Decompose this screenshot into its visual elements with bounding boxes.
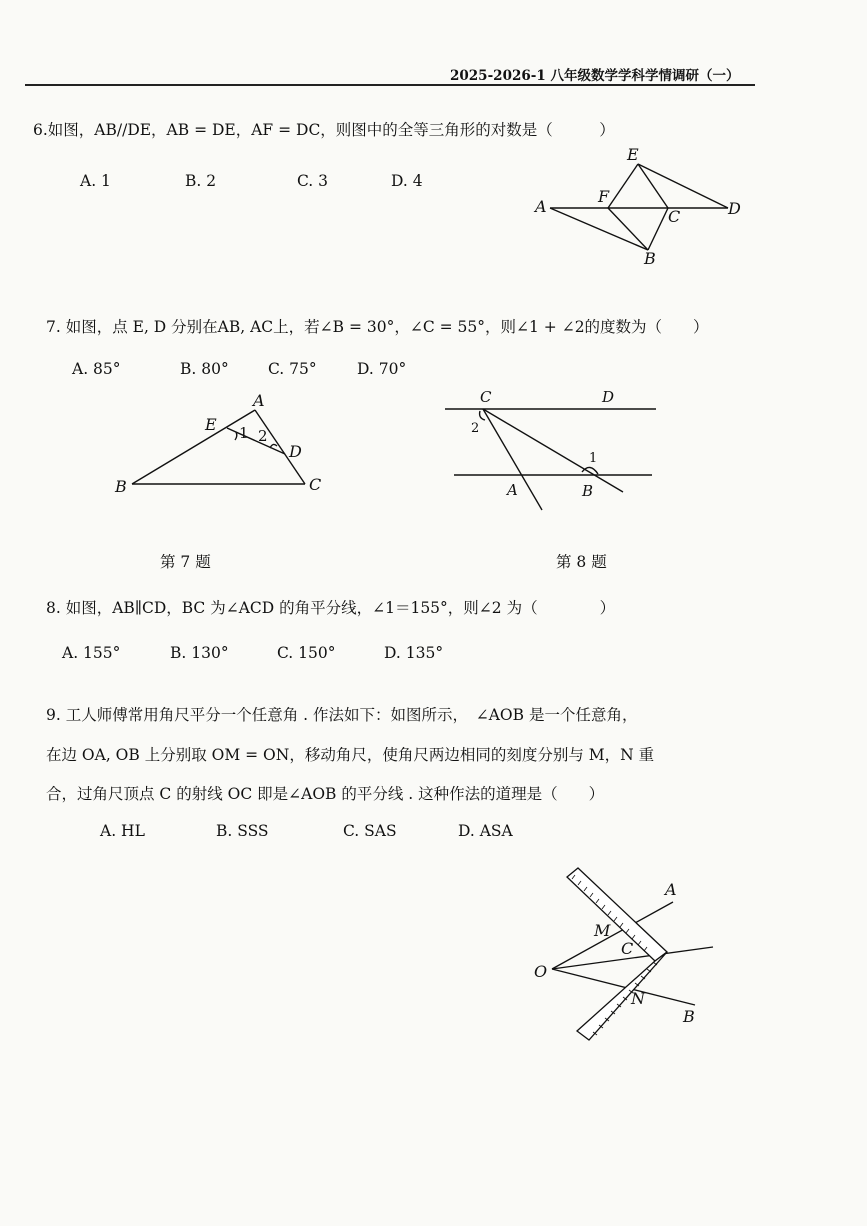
q8-option-d: D. 135° — [384, 644, 444, 662]
q9-label-a: A — [665, 880, 677, 899]
q7-option-c: C. 75° — [268, 360, 317, 378]
header-rule — [25, 84, 755, 86]
q7-caption: 第 7 题 — [160, 553, 211, 571]
q9-option-b: B. SSS — [216, 822, 269, 840]
q7-label-c: C — [309, 475, 322, 494]
q7-option-d: D. 70° — [357, 360, 407, 378]
q9-label-n: N — [631, 989, 645, 1008]
q7-label-1: 1 — [239, 424, 249, 442]
q9-stem-line-3: 合，过角尺顶点 C 的射线 OC 即是∠AOB 的平分线 . 这种作法的道理是（ ） — [46, 785, 605, 803]
q8-option-c: C. 150° — [277, 644, 336, 662]
q6-stem: 6.如图，AB//DE，AB = DE，AF = DC，则图中的全等三角形的对数是（ ） — [33, 121, 615, 139]
q6-label-c: C — [668, 207, 681, 226]
q9-label-o: O — [534, 962, 548, 981]
q9-option-d: D. ASA — [458, 822, 513, 840]
q6-option-c: C. 3 — [297, 172, 329, 190]
q8-label-1: 1 — [589, 451, 598, 466]
q8-label-2: 2 — [471, 421, 480, 436]
q6-figure — [520, 140, 760, 275]
q7-label-d: D — [289, 442, 302, 461]
q9-stem-line-2: 在边 OA, OB 上分别取 OM = ON，移动角尺，使角尺两边相同的刻度分别与 M，N 重 — [46, 746, 655, 764]
q9-option-c: C. SAS — [343, 822, 397, 840]
q9-figure — [525, 862, 725, 1047]
q6-label-b: B — [644, 249, 656, 268]
q9-option-a: A. HL — [100, 822, 145, 840]
q6-label-e: E — [627, 145, 639, 164]
q9-label-c: C — [621, 939, 634, 958]
q6-label-d: D — [728, 199, 741, 218]
q7-option-b: B. 80° — [180, 360, 229, 378]
q8-label-d: D — [602, 388, 615, 406]
q6-label-f: F — [598, 187, 610, 206]
q7-stem: 7. 如图，点 E, D 分别在AB, AC上，若∠B = 30°，∠C = 55°，则∠1 + ∠2的度数为（ ） — [46, 318, 709, 336]
q8-option-b: B. 130° — [170, 644, 229, 662]
page-header: 2025-2026-1 八年级数学学科学情调研（一） — [450, 68, 740, 84]
q6-option-a: A. 1 — [80, 172, 111, 190]
q8-label-a: A — [507, 481, 518, 499]
q8-label-b: B — [582, 482, 594, 500]
q7-label-b: B — [115, 477, 127, 496]
q7-figure — [105, 388, 340, 503]
q6-label-a: A — [535, 197, 547, 216]
q6-option-b: B. 2 — [185, 172, 217, 190]
q8-stem: 8. 如图，AB∥CD，BC 为∠ACD 的角平分线，∠1＝155°，则∠2 为（ ） — [46, 599, 616, 617]
q8-caption: 第 8 题 — [556, 553, 607, 571]
q9-label-m: M — [594, 921, 611, 940]
q7-label-2: 2 — [258, 427, 268, 445]
q8-option-a: A. 155° — [62, 644, 121, 662]
q7-label-a: A — [253, 391, 265, 410]
q6-option-d: D. 4 — [391, 172, 423, 190]
q7-option-a: A. 85° — [72, 360, 121, 378]
q9-label-b: B — [683, 1007, 695, 1026]
q7-label-e: E — [205, 415, 217, 434]
q9-stem-line-1: 9. 工人师傅常用角尺平分一个任意角 . 作法如下：如图所示， ∠AOB 是一个任意角， — [46, 706, 638, 724]
q8-label-c: C — [480, 388, 492, 406]
q8-figure — [440, 382, 670, 517]
